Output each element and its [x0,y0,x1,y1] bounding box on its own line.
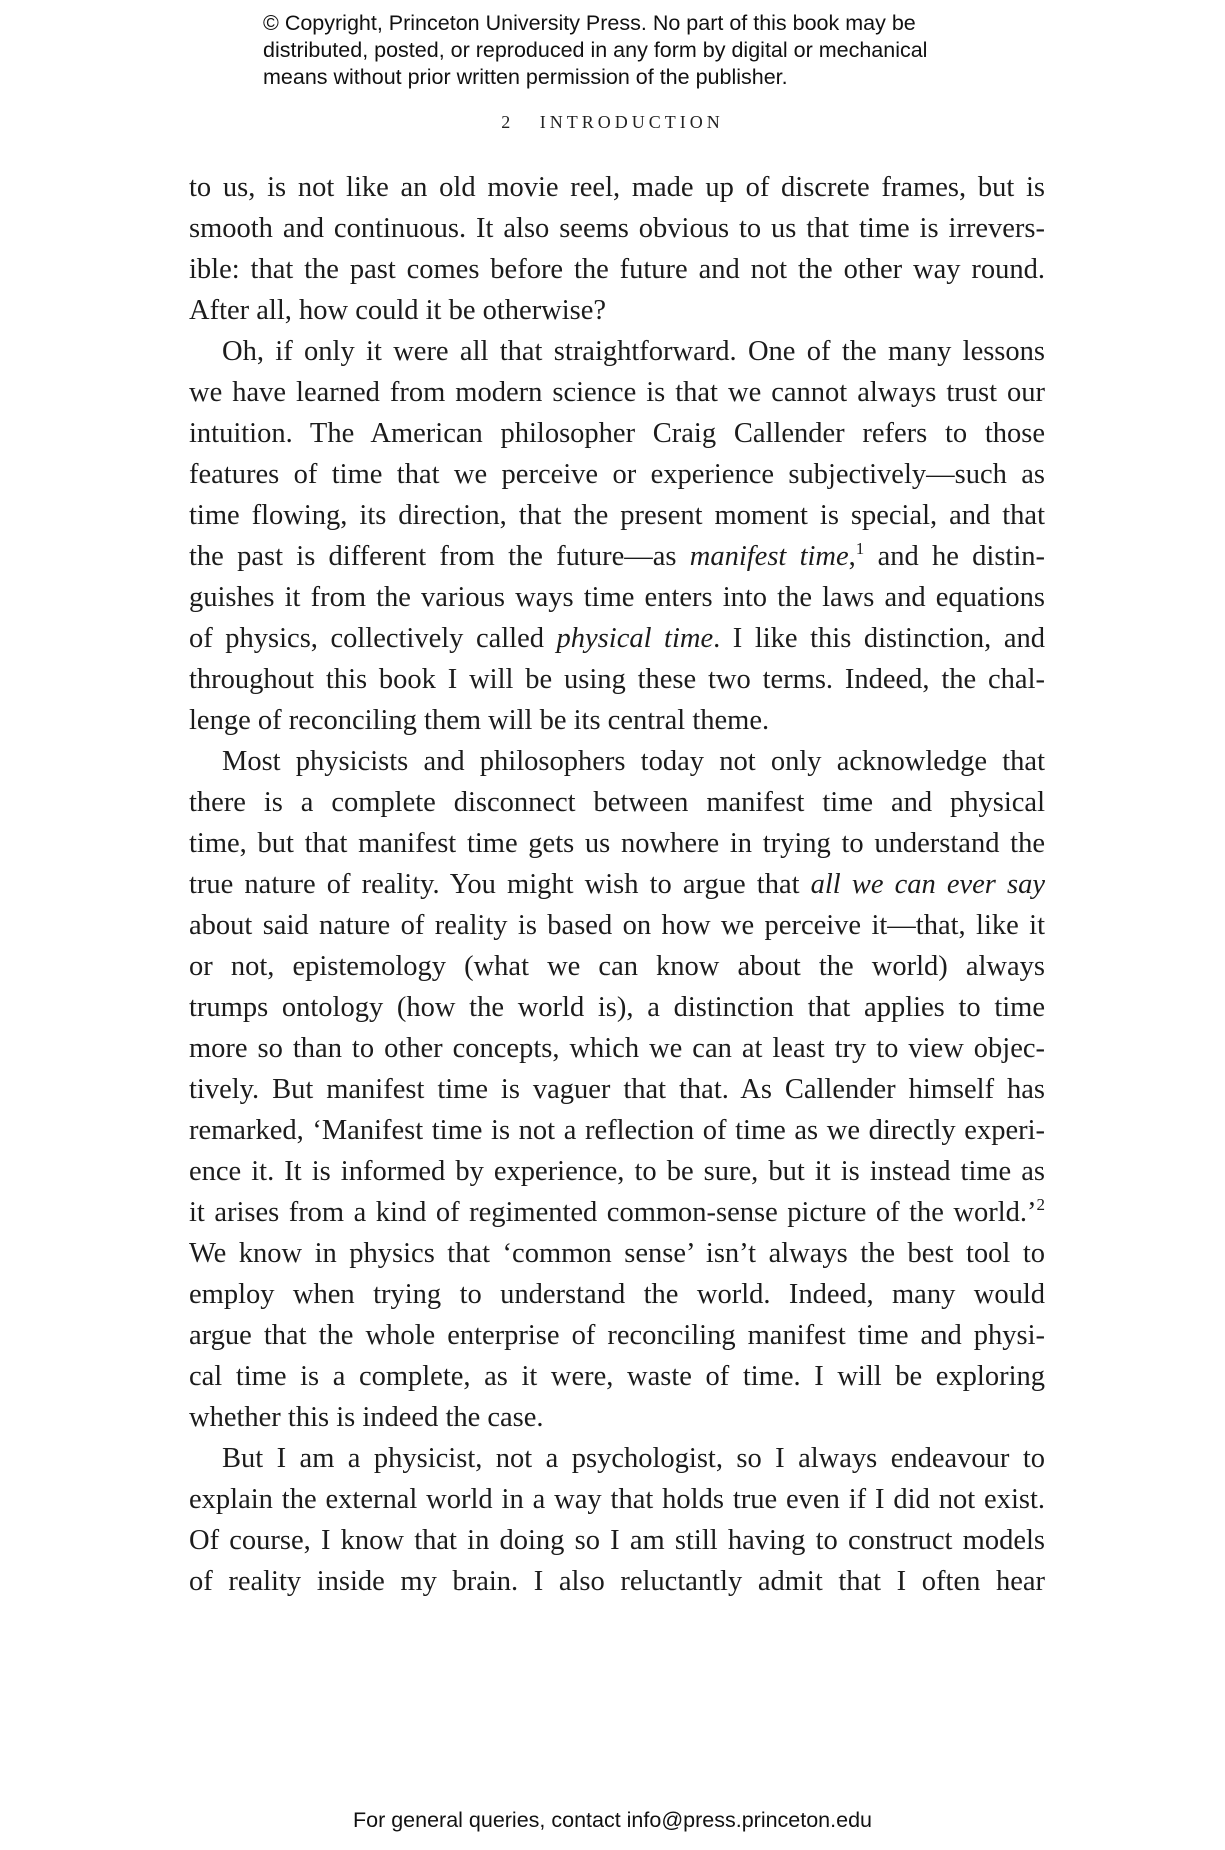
text-line: tively. But manifest time is vaguer that that. As Callender himself has [189,1074,1045,1105]
text-line: we have learned from modern science is that we cannot always trust our [189,377,1045,408]
text-line: ence it. It is informed by experience, to be sure, but it is instead time as [189,1156,1045,1187]
page-number: 2 [501,112,511,132]
chapter-title: INTRODUCTION [539,112,724,132]
copyright-line: distributed, posted, or reproduced in any form by digital or mechanical [263,38,928,62]
text-line: explain the external world in a way that holds true even if I did not exist. [189,1484,1045,1515]
text-fragment: and he distin- [864,541,1045,572]
footnote-marker[interactable]: 1 [855,539,865,558]
text-line: But I am a physicist, not a psychologist, so I always endeavour to [222,1443,1045,1474]
italic-term: physical time [556,623,714,654]
text-line [189,618,1045,659]
text-line [189,536,1045,577]
running-head [0,112,1225,133]
text-line: smooth and continuous. It also seems obvious to us that time is irrevers- [189,213,1045,244]
text-line: employ when trying to understand the world. Indeed, many would [189,1279,1045,1310]
text-line: features of time that we perceive or experience subjectively—such as [189,459,1045,490]
copyright-line: means without prior written permission of the publisher. [263,65,788,89]
italic-phrase: all we can ever say [810,869,1045,900]
text-line: whether this is indeed the case. [189,1402,544,1433]
text-line: remarked, ‘Manifest time is not a reflection of time as we directly experi- [189,1115,1045,1146]
text-line: Oh, if only it were all that straightforward. One of the many lessons [222,336,1045,367]
text-fragment: it arises from a kind of regimented common-sense picture of the world.’ [189,1197,1037,1228]
copyright-notice [263,10,1023,91]
text-line: lenge of reconciling them will be its central theme. [189,705,770,736]
copyright-line: © Copyright, Princeton University Press. No part of this book may be [263,11,916,35]
text-line: more so than to other concepts, which we can at least try to view objec- [189,1033,1045,1064]
italic-term: manifest time [689,541,849,572]
text-line: After all, how could it be otherwise? [189,295,607,326]
text-fragment: , [848,541,856,572]
text-line: Of course, I know that in doing so I am still having to construct models [189,1525,1045,1556]
text-line: intuition. The American philosopher Craig Callender refers to those [189,418,1045,449]
text-line [189,864,1045,905]
text-fragment: . I like this distinction, and [713,623,1045,654]
text-line: of reality inside my brain. I also reluctantly admit that I often hear [189,1566,1045,1597]
footer-contact: For general queries, contact info@press.princeton.edu [352,1808,872,1832]
text-line: Most physicists and philosophers today not only acknowledge that [222,746,1045,777]
text-line: time flowing, its direction, that the present moment is special, and that [189,500,1045,531]
text-line: trumps ontology (how the world is), a distinction that applies to time [189,992,1045,1023]
text-fragment: true nature of reality. You might wish to argue that [189,869,811,900]
text-line: about said nature of reality is based on how we perceive it—that, like it [189,910,1045,941]
text-line: ible: that the past comes before the future and not the other way round. [189,254,1045,285]
footnote-marker[interactable]: 2 [1036,1195,1045,1214]
body-text [189,167,1045,1602]
text-line: to us, is not like an old movie reel, made up of discrete frames, but is [189,172,1045,203]
text-line: We know in physics that ‘common sense’ isn’t always the best tool to [189,1238,1045,1269]
text-line: there is a complete disconnect between manifest time and physical [189,787,1045,818]
text-line: or not, epistemology (what we can know about the world) always [189,951,1045,982]
text-line: time, but that manifest time gets us nowhere in trying to understand the [189,828,1045,859]
text-line: throughout this book I will be using these two terms. Indeed, the chal- [189,664,1045,695]
text-fragment: of physics, collectively called [189,623,557,654]
text-line: argue that the whole enterprise of reconciling manifest time and physi- [189,1320,1045,1351]
text-fragment: the past is different from the future—as [189,541,690,572]
text-line: guishes it from the various ways time enters into the laws and equations [189,582,1045,613]
text-line: cal time is a complete, as it were, waste of time. I will be exploring [189,1361,1045,1392]
text-line [189,1192,1045,1233]
